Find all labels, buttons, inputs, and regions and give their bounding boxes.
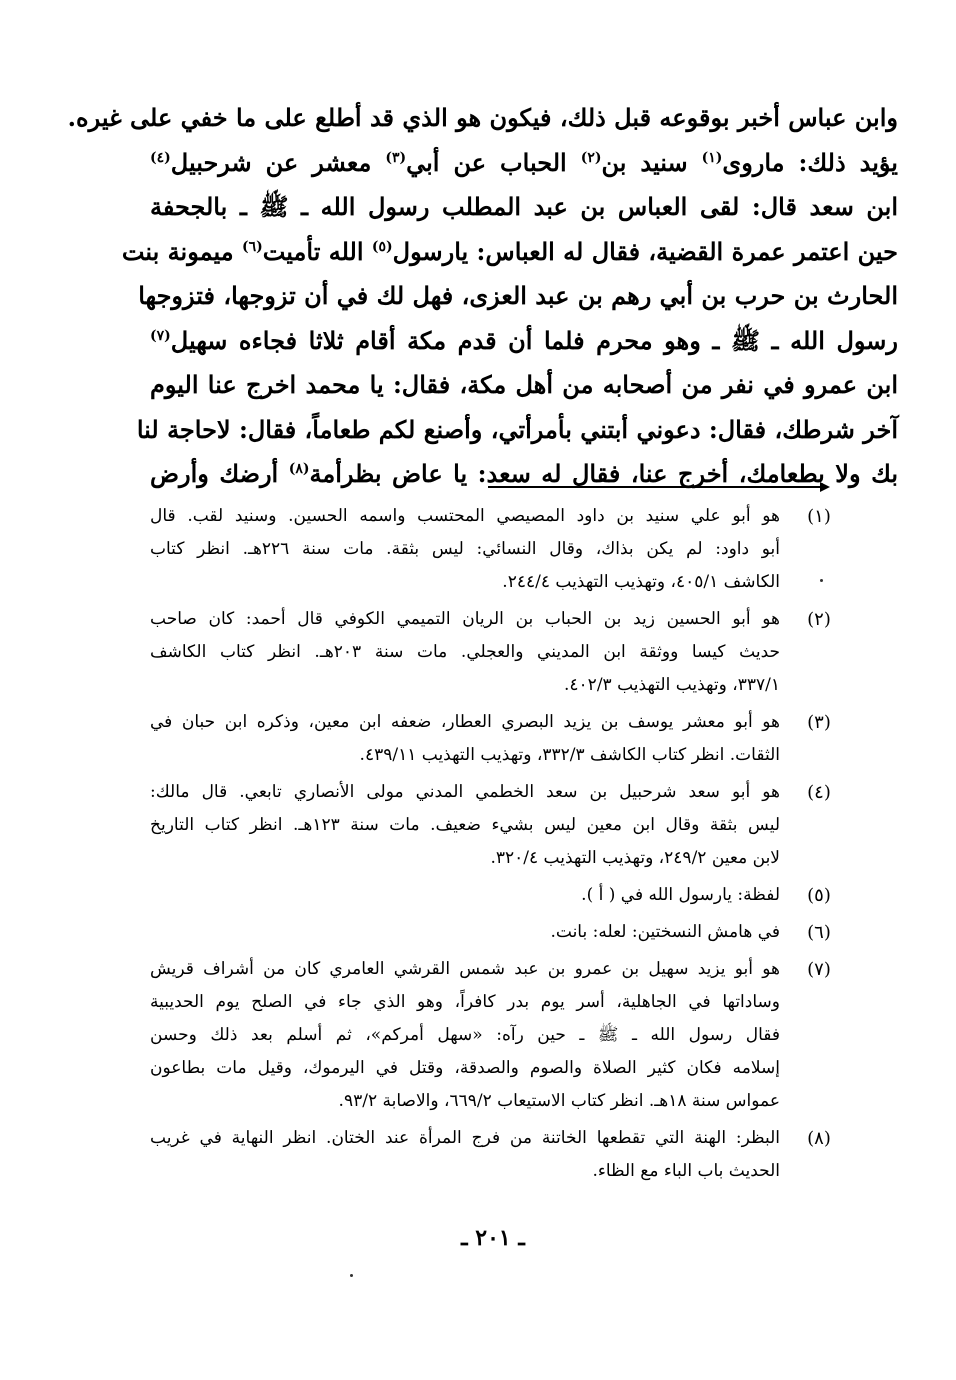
footnote	[150, 916, 842, 949]
footnote	[150, 776, 842, 875]
text-segment: ميمونة بنت	[121, 236, 242, 266]
text-segment: معشر عن شرحبيل	[170, 147, 386, 177]
footnote-number: (٧)	[807, 959, 831, 980]
footnote-number: (٤)	[807, 782, 831, 803]
text-segment: الحباب عن أبي	[406, 147, 581, 177]
main-text-line	[150, 141, 898, 186]
footnote-number: (١)	[807, 506, 831, 527]
footnote-line: في هامش النسختين: لعله: بانت.	[550, 922, 780, 942]
footnote-reference: (١)	[701, 149, 723, 166]
footnotes	[150, 500, 842, 1192]
main-text-line	[150, 452, 898, 497]
text-segment: الله تأميت	[262, 236, 372, 266]
footnote	[150, 706, 842, 772]
footnote-line: هو أبو سعد شرحبيل بن سعد الخطمي المدني مولى الأنصاري تابعي. قال مالك:	[150, 782, 780, 802]
footnote-line: الحديث باب الباء مع الظاء.	[592, 1161, 780, 1181]
text-segment: رسول الله ـ ﷺ ـ وهو محرم فلما أن قدم مكة أقام ثلاثا فجاءه سهيل	[170, 325, 898, 355]
footnote-reference: (٦)	[241, 238, 263, 255]
footnote-line: هو أبو الحسين زيد بن الحباب بن الريان التميمي الكوفي قال أحمد: كان صاحب	[150, 609, 780, 629]
footnote-line: لابن معين ٢٤٩/٢، وتهذيب التهذيب ٣٢٠/٤.	[490, 848, 780, 868]
footnote-line: أبو داود: لم يكن بذاك، وقال النسائي: ليس بثقة. مات سنة ٢٢٦هـ. انظر كتاب	[150, 539, 780, 559]
text-segment: الحارث بن حرب بن أبي رهم بن عبد العزى، فهل لك في أن تزوجها، فتزوجها	[138, 281, 898, 310]
footnote-line: وساداتها في الجاهلية، أسر يوم بدر كافراً، وهو الذي جاء في الصلح يوم الحديبية	[150, 992, 780, 1012]
footnote-line: هو أبو علي سنيد بن داود المصيصي المحتسب واسمه الحسين. وسنيد لقب. قال	[150, 506, 780, 526]
footnote-line: ٣٣٧/١، وتهذيب التهذيب ٤٠٢/٣.	[564, 675, 780, 695]
footnote-line: ليس بثقة وقال ابن معين ليس بشيء ضعيف. مات سنة ١٢٣هـ. انظر كتاب التاريخ	[150, 815, 780, 835]
footnote	[150, 603, 842, 702]
footnote	[150, 953, 842, 1118]
footnote-reference: (٧)	[150, 327, 171, 344]
footnote	[150, 879, 842, 912]
text-segment: حين اعتمر عمرة القضية، فقال له العباس: يارسول	[392, 236, 898, 266]
main-text-line	[136, 408, 898, 453]
footnote-number: (٥)	[807, 885, 831, 906]
footnote-number: (٦)	[807, 922, 831, 943]
footnote-number: (٣)	[807, 712, 831, 733]
footnote-reference: (٢)	[580, 149, 602, 166]
footnote-line: عمواس سنة ١٨هـ. انظر كتاب الاستيعاب ٦٦٩/٢، والاصابة ٩٣/٢.	[338, 1091, 780, 1111]
text-segment: وابن عباس أخبر بوقوعه قبل ذلك، فيكون هو الذي قد أطلع على ما خفي على غيره.	[67, 103, 898, 132]
footnote	[150, 500, 842, 599]
main-text-line	[138, 274, 898, 319]
footnote-line: البظر: الهنة التي تقطعها الخاتنة من فرج المرأة عند الختان. انظر النهاية في غريب	[150, 1128, 780, 1148]
footnote-reference: (٤)	[150, 149, 171, 166]
main-text-line	[67, 96, 898, 141]
text-segment: أرضك وأرض	[150, 459, 289, 488]
main-text-line	[150, 185, 898, 230]
footnote-number: (٨)	[807, 1128, 831, 1149]
footnote	[150, 1122, 842, 1188]
footnote-line: فقال رسول الله ـ ﷺ ـ حين رآه: «سهل أمركم»، ثم أسلم بعد ذلك وحسن	[150, 1025, 780, 1045]
footnote-line: هو أبو يزيد سهيل بن عمرو بن عبد شمس القرشي العامري كان من أشراف قريش	[150, 959, 780, 979]
footnote-line: هو أبو معشر يوسف بن يزيد البصري العطار، ضعفه ابن معين، وذكره ابن حبان في	[150, 712, 780, 732]
text-segment: يؤيد ذلك: ماروى	[722, 147, 898, 177]
footnote-reference: (٣)	[385, 149, 407, 166]
footnote-reference: (٨)	[288, 461, 310, 477]
footnote-line: الثقات. انظر كتاب الكاشف ٣٣٢/٣، وتهذيب التهذيب ٤٣٩/١١.	[359, 745, 780, 765]
footnote-reference: (٥)	[371, 238, 393, 255]
main-text-line	[121, 230, 898, 275]
scan-speck	[350, 1274, 353, 1277]
text-segment: سنيد بن	[601, 147, 702, 177]
footnote-divider	[488, 486, 828, 488]
page-number: ـ ٢٠١ ـ	[461, 1225, 525, 1251]
footnote-line: الكاشف ٤٠٥/١، وتهذيب التهذيب ٢٤٤/٤.	[502, 572, 780, 592]
text-segment: ابن عمرو في نفر من أصحابه من أهل مكة، فقال: يا محمد اخرج عنا اليوم	[150, 370, 898, 399]
footnote-line: إسلامه فكان كثير الصلاة والصوم والصدقة، وقتل في اليرموك، وقيل مات بطاعون	[150, 1058, 780, 1078]
footnote-line: حديث كيسا ووثقة ابن المديني والعجلي. مات سنة ٢٠٣هـ. انظر كتاب الكاشف	[150, 642, 781, 662]
text-segment: آخر شرطك، فقال: دعوني أبتني بأمرأتي، وأصنع لكم طعاماً، فقال: لاحاجة لنا	[136, 414, 898, 444]
text-segment: بك ولا بطعامك، أخرج عنا، فقال له سعد: يا عاض بظرأمة	[309, 459, 898, 488]
footnote-line: لفظة: يارسول الله في ( أ ).	[581, 885, 780, 905]
scan-speck	[820, 579, 823, 582]
text-segment: ابن سعد قال: لقى العباس بن عبد المطلب رسول الله ـ ﷺ ـ بالجحفة	[150, 192, 898, 221]
footnote-number: (٢)	[807, 609, 831, 630]
main-text-line	[150, 319, 898, 364]
main-text	[67, 96, 898, 497]
main-text-line	[150, 363, 898, 408]
